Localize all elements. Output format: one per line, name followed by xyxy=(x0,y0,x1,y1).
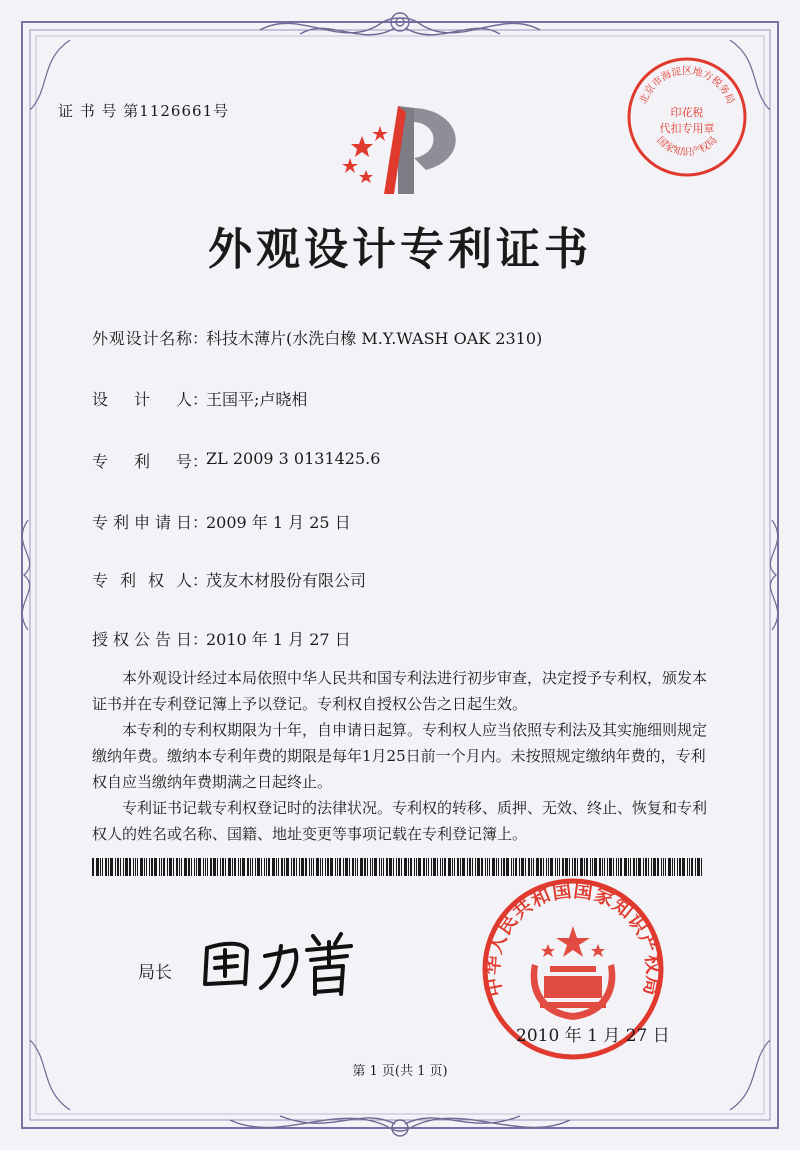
barcode-bar xyxy=(339,858,341,876)
barcode-bar xyxy=(320,858,321,876)
barcode-bar xyxy=(149,858,150,876)
barcode-bar xyxy=(163,858,165,876)
field-patentee: 专利权人 ： 茂友木材股份有限公司 xyxy=(92,568,366,591)
barcode-bar xyxy=(372,858,373,876)
barcode-bar xyxy=(266,858,267,876)
body-paragraph: 本外观设计经过本局依照中华人民共和国专利法进行初步审查，决定授予专利权，颁发本证书并在专利登记簿上予以登记。专利权自授权公告之日起生效。 xyxy=(92,669,708,713)
barcode-bar xyxy=(442,858,443,876)
barcode-bar xyxy=(360,858,363,876)
barcode-bar xyxy=(454,858,455,876)
barcode-bar xyxy=(475,858,476,876)
seal-date: 2010 年 1 月 27 日 xyxy=(516,1026,670,1046)
barcode-bar xyxy=(316,858,319,876)
barcode-bar xyxy=(296,858,297,876)
barcode-bar xyxy=(293,858,295,876)
barcode-bar xyxy=(135,858,136,876)
barcode-bar xyxy=(398,858,400,876)
barcode-bar xyxy=(137,858,138,876)
barcode-bar xyxy=(100,858,101,876)
barcode-bar xyxy=(349,858,350,876)
barcode-bar xyxy=(105,858,107,876)
barcode-bar xyxy=(428,858,429,876)
certificate-title: 外观设计专利证书 xyxy=(208,224,592,275)
tax-seal-top-right xyxy=(622,52,752,182)
barcode-bar xyxy=(687,858,688,876)
barcode-bar xyxy=(278,858,279,876)
barcode-bar xyxy=(123,858,124,876)
body-paragraph: 本专利的专利权期限为十年，自申请日起算。专利权人应当依照专利法及其实施细则规定缴纳年费。缴纳本专利年费的期限是每年1月25日前一个月内。未按照规定缴纳年费的，专利权自应当缴纳年费期满之日起终止。 xyxy=(92,721,708,791)
barcode-bar xyxy=(355,858,356,876)
barcode-bar xyxy=(272,858,275,876)
barcode-bar xyxy=(188,858,190,876)
field-label: 专利权人 xyxy=(92,571,192,590)
barcode-bar xyxy=(234,858,236,876)
barcode-bar xyxy=(367,858,368,876)
barcode-bar xyxy=(460,858,461,876)
barcode-bar xyxy=(176,858,178,876)
barcode-bar xyxy=(220,858,221,876)
field-value: ZL 2009 3 0131425.6 xyxy=(206,449,381,468)
barcode-bar xyxy=(205,858,206,876)
barcode-bar xyxy=(374,858,377,876)
certificate-number: 证 书 号 第1126661号 xyxy=(58,102,230,120)
barcode-bar xyxy=(691,858,693,876)
barcode-bar xyxy=(161,858,162,876)
barcode-bar xyxy=(159,858,160,876)
barcode-bar xyxy=(151,858,153,876)
barcode-bar xyxy=(313,858,314,876)
barcode-bar xyxy=(396,858,397,876)
barcode-bar xyxy=(144,858,145,876)
barcode-bar xyxy=(462,858,465,876)
barcode-bar xyxy=(96,858,99,876)
barcode-bar xyxy=(410,858,412,876)
barcode-bar xyxy=(194,858,195,876)
certificate-body xyxy=(92,665,712,847)
barcode-bar xyxy=(682,858,685,876)
barcode-bar xyxy=(255,858,256,876)
barcode-bar xyxy=(357,858,358,876)
barcode-bar xyxy=(169,858,172,876)
barcode-bar xyxy=(695,858,696,876)
barcode-bar xyxy=(92,858,94,876)
seal-outer-text: 北京市海淀区地方税务局 xyxy=(638,66,736,106)
barcode-bar xyxy=(322,858,323,876)
body-paragraph: 专利证书记载专利权登记时的法律状况。专利权的转移、质押、无效、终止、恢复和专利权人的姓名或名称、国籍、地址变更等事项记载在专利登记簿上。 xyxy=(92,799,708,843)
barcode-bar xyxy=(210,858,212,876)
field-value: 王国平;卢晓相 xyxy=(206,390,308,409)
barcode-bar xyxy=(444,858,446,876)
barcode-bar xyxy=(677,858,678,876)
barcode-bar xyxy=(146,858,147,876)
barcode-bar xyxy=(207,858,208,876)
barcode-bar xyxy=(330,858,333,876)
barcode-bar xyxy=(252,858,253,876)
barcode-bar xyxy=(217,858,218,876)
barcode-bar xyxy=(416,858,417,876)
barcode-bar xyxy=(179,858,180,876)
barcode-bar xyxy=(125,858,128,876)
barcode-bar xyxy=(414,858,415,876)
barcode-bar xyxy=(261,858,262,876)
barcode-bar xyxy=(389,858,392,876)
field-label: 外观设计名称 xyxy=(92,329,192,348)
barcode-bar xyxy=(250,858,251,876)
barcode-bar xyxy=(383,858,384,876)
barcode-bar xyxy=(689,858,690,876)
barcode-bar xyxy=(408,858,409,876)
seal-inner-line2: 代扣专用章 xyxy=(659,122,715,135)
barcode-bar xyxy=(102,858,103,876)
barcode-bar xyxy=(672,858,673,876)
barcode-bar xyxy=(379,858,380,876)
barcode-bar xyxy=(679,858,681,876)
barcode-bar xyxy=(117,858,119,876)
field-value: 2009 年 1 月 25 日 xyxy=(206,513,351,532)
barcode-bar xyxy=(386,858,388,876)
barcode-bar xyxy=(257,858,260,876)
barcode-bar xyxy=(284,858,285,876)
barcode-bar xyxy=(337,858,338,876)
barcode-bar xyxy=(668,858,671,876)
seal-bottom-text: 国家知识产权局 xyxy=(654,134,720,159)
field-value: 2010 年 1 月 27 日 xyxy=(206,630,351,649)
director-signature xyxy=(195,920,365,1000)
barcode-bar xyxy=(281,858,283,876)
barcode-bar xyxy=(404,858,407,876)
barcode-bar xyxy=(222,858,224,876)
director-label: 局长 xyxy=(138,963,172,983)
barcode-bar xyxy=(469,858,471,876)
barcode-bar xyxy=(457,858,459,876)
barcode-bar xyxy=(452,858,453,876)
barcode-bar xyxy=(381,858,382,876)
field-application-date: 专利申请日 ： 2009 年 1 月 25 日 xyxy=(92,510,351,533)
barcode-bar xyxy=(232,858,233,876)
field-design-name: 外观设计名称 ： 科技木薄片(水洗白橡 M.Y.WASH OAK 2310) xyxy=(92,326,542,349)
barcode-bar xyxy=(181,858,182,876)
barcode-bar xyxy=(327,858,329,876)
barcode-bar xyxy=(440,858,441,876)
barcode-bar xyxy=(335,858,336,876)
barcode-bar xyxy=(120,858,121,876)
barcode-bar xyxy=(247,858,249,876)
barcode-bar xyxy=(674,858,675,876)
barcode-bar xyxy=(291,858,292,876)
field-label: 授权公告日 xyxy=(92,630,192,649)
barcode-bar xyxy=(173,858,174,876)
barcode-bar xyxy=(268,858,270,876)
barcode-bar xyxy=(115,858,116,876)
barcode-bar xyxy=(467,858,468,876)
barcode-bar xyxy=(129,858,131,876)
barcode-bar xyxy=(225,858,226,876)
barcode-bar xyxy=(305,858,307,876)
barcode-bar xyxy=(370,858,371,876)
barcode-bar xyxy=(140,858,143,876)
barcode-bar xyxy=(191,858,192,876)
barcode-bar xyxy=(238,858,239,876)
barcode-bar xyxy=(213,858,216,876)
barcode-bar xyxy=(110,858,113,876)
seal-text: 中华人民共和国国家知识产权局 xyxy=(481,879,665,999)
field-value: 茂友木材股份有限公司 xyxy=(206,571,367,590)
barcode-bar xyxy=(301,858,304,876)
barcode-bar xyxy=(433,858,436,876)
barcode-bar xyxy=(108,858,109,876)
barcode-bar xyxy=(198,858,201,876)
barcode-bar xyxy=(426,858,427,876)
barcode-bar xyxy=(418,858,421,876)
field-label: 设计人 xyxy=(92,390,192,409)
barcode-bar xyxy=(437,858,438,876)
sipo-logo-icon xyxy=(322,98,472,198)
barcode-bar xyxy=(196,858,197,876)
barcode-bar xyxy=(343,858,344,876)
field-label: 专利申请日 xyxy=(92,513,192,532)
svg-text:国家知识产权局 xyxy=(654,134,719,158)
barcode-bar xyxy=(299,858,300,876)
seal-inner-line1: 印花税 xyxy=(670,106,704,119)
barcode-bar xyxy=(701,858,702,876)
barcode-bar xyxy=(242,858,245,876)
barcode-bar xyxy=(228,858,231,876)
barcode-bar xyxy=(431,858,432,876)
barcode-bar xyxy=(352,858,354,876)
barcode-bar xyxy=(276,858,277,876)
barcode-bar xyxy=(423,858,425,876)
barcode-bar xyxy=(472,858,473,876)
barcode-bar xyxy=(264,858,265,876)
field-value: 科技木薄片(水洗白橡 M.Y.WASH OAK 2310) xyxy=(206,329,543,348)
barcode-bar xyxy=(364,858,366,876)
barcode-bar xyxy=(393,858,394,876)
barcode-bar xyxy=(401,858,402,876)
barcode-bar xyxy=(311,858,312,876)
barcode-bar xyxy=(325,858,326,876)
barcode-bar xyxy=(167,858,168,876)
barcode-bar xyxy=(133,858,134,876)
barcode-bar xyxy=(286,858,289,876)
barcode-bar xyxy=(240,858,241,876)
barcode-bar xyxy=(345,858,348,876)
field-label: 专利号 xyxy=(92,452,192,471)
barcode-bar xyxy=(154,858,157,876)
barcode-bar xyxy=(697,858,700,876)
barcode-bar xyxy=(309,858,310,876)
barcode-bar xyxy=(203,858,204,876)
barcode-bar xyxy=(448,858,451,876)
field-designer: 设计人 ： 王国平;卢晓相 xyxy=(92,387,307,410)
barcode-bar xyxy=(184,858,187,876)
field-patent-number: 专利号 ： ZL 2009 3 0131425.6 xyxy=(92,449,381,471)
field-grant-date: 授权公告日 ： 2010 年 1 月 27 日 xyxy=(92,627,351,650)
page-number: 第 1 页(共 1 页) xyxy=(352,1064,448,1079)
